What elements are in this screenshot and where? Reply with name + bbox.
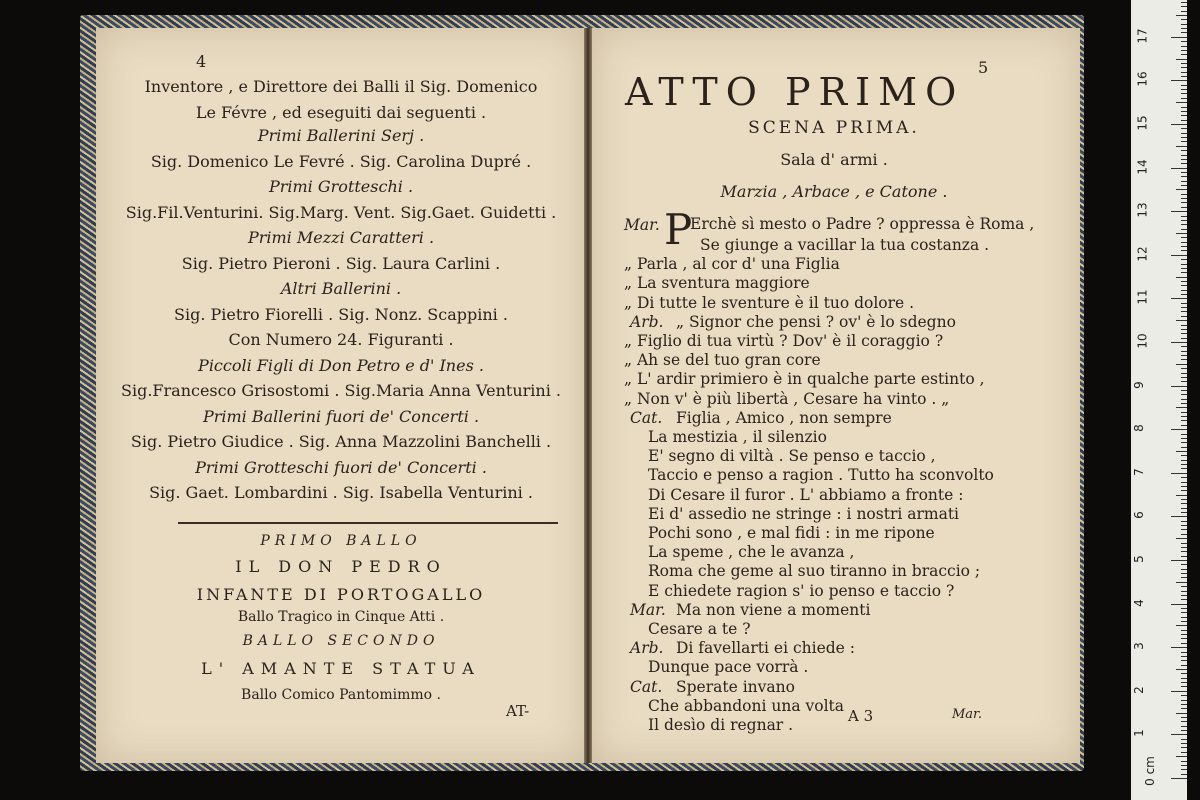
ruler-tick [1181, 259, 1187, 260]
character-list: Marzia , Arbace , e Catone . [720, 182, 948, 201]
verse-line: La speme , che le avanza , [648, 543, 855, 562]
ruler-tick [1181, 133, 1187, 134]
ruler-tick [1176, 625, 1187, 626]
ruler-tick [1176, 146, 1187, 147]
ruler-tick [1181, 477, 1187, 478]
ruler-tick [1181, 11, 1187, 12]
ruler-tick [1181, 220, 1187, 221]
verse-line: Che abbandoni una volta [648, 696, 845, 715]
ruler-tick [1181, 717, 1187, 718]
ruler-tick [1181, 355, 1187, 356]
ruler-tick [1181, 24, 1187, 25]
verse-line: La mestizia , il silenzio [648, 428, 827, 446]
scene-title: SCENA PRIMA. [748, 118, 920, 138]
ruler-label: 5 [1131, 555, 1146, 563]
cast-names: Con Numero 24. Figuranti . [228, 330, 454, 349]
ruler-tick [1171, 647, 1187, 648]
ruler-tick [1181, 394, 1187, 395]
ruler-tick [1181, 425, 1187, 426]
ruler-tick [1181, 6, 1187, 7]
ruler-tick [1181, 643, 1187, 644]
ruler-tick [1176, 538, 1187, 539]
ruler-tick [1181, 373, 1187, 374]
ruler-tick [1181, 72, 1187, 73]
right-page-number: 5 [978, 58, 989, 77]
right-catchword: Mar. [952, 707, 982, 722]
ruler-tick [1176, 495, 1187, 496]
cast-section-heading: Primi Ballerini fuori de' Concerti . [202, 406, 480, 426]
left-intro [96, 74, 586, 125]
ruler-tick [1181, 137, 1187, 138]
ruler-tick [1181, 769, 1187, 770]
ruler-tick [1181, 338, 1187, 339]
ruler-tick [1176, 102, 1187, 103]
ruler-tick [1181, 290, 1187, 291]
ruler-tick [1181, 765, 1187, 766]
ruler-tick [1176, 407, 1187, 408]
ruler-label: 11 [1135, 289, 1150, 306]
ruler-tick [1181, 46, 1187, 47]
ballo1-description: Ballo Tragico in Cinque Atti . [237, 609, 445, 625]
ruler-tick [1181, 185, 1187, 186]
ruler-tick [1181, 652, 1187, 653]
verse-line: E chiedete ragion s' io penso e taccio ? [648, 581, 955, 600]
verse-line: „ Non v' è più libertà , Cesare ha vinto . „ [624, 389, 950, 408]
ruler-tick [1181, 311, 1187, 312]
ruler-tick [1181, 172, 1187, 173]
cast-section-heading: Primi Grotteschi fuori de' Concerti . [195, 457, 487, 477]
cast-section-heading: Piccoli Figli di Don Petro e d' Ines . [198, 355, 484, 375]
cast-names: Sig.Francesco Grisostomi . Sig.Maria Anna Venturini . [121, 381, 561, 400]
ruler-label: 17 [1135, 28, 1150, 44]
ruler-tick [1181, 726, 1187, 727]
ruler-tick [1181, 534, 1187, 535]
ruler-tick [1181, 150, 1187, 151]
ruler-tick [1181, 577, 1187, 578]
verse-line: Pochi sono , e mal fidi : in me ripone [648, 524, 935, 542]
ruler-label: 3 [1131, 642, 1146, 651]
ruler-tick [1171, 342, 1187, 343]
intro-line: Inventore , e Direttore dei Balli il Sig. Domenico [144, 77, 538, 96]
ruler-tick [1181, 460, 1187, 461]
ruler-tick [1181, 464, 1187, 465]
cast-section-heading: Altri Ballerini . [280, 279, 402, 298]
ruler-tick [1181, 98, 1187, 99]
left-page-number: 4 [196, 52, 207, 71]
ruler-tick [1171, 298, 1187, 299]
ruler-tick [1181, 381, 1187, 382]
cast-section-heading: Primi Ballerini Serj . [257, 126, 425, 145]
ruler-tick [1171, 473, 1187, 474]
cast-names: Sig. Gaet. Lombardini . Sig. Isabella Venturini . [149, 483, 533, 502]
ruler-tick [1176, 713, 1187, 714]
ruler-tick [1181, 508, 1187, 509]
ruler-tick [1181, 586, 1187, 587]
ruler-tick [1181, 403, 1187, 404]
ruler-tick [1181, 399, 1187, 400]
speaker-label: Arb. [630, 639, 664, 658]
ruler-tick [1171, 386, 1187, 387]
ruler-tick [1181, 529, 1187, 530]
ruler-tick [1181, 246, 1187, 247]
ruler-tick [1181, 351, 1187, 352]
ruler-tick [1181, 482, 1187, 483]
ruler-tick [1181, 202, 1187, 203]
ruler-tick [1181, 2, 1187, 3]
ruler-tick [1181, 599, 1187, 600]
ruler-tick [1181, 665, 1187, 666]
ruler-tick [1181, 543, 1187, 544]
ruler-tick [1181, 377, 1187, 378]
ruler-tick [1181, 752, 1187, 753]
verse-line: „ Figlio di tua virtù ? Dov' è il coraggio ? [624, 332, 944, 350]
ruler-tick [1181, 438, 1187, 439]
ruler-tick [1181, 420, 1187, 421]
verse-line: „ Parla , al cor d' una Figlia [624, 255, 840, 274]
drop-cap: P [664, 205, 693, 254]
ruler-tick [1181, 721, 1187, 722]
ruler-tick [1181, 207, 1187, 208]
ruler-tick [1181, 19, 1187, 20]
ruler-label: 12 [1135, 246, 1150, 262]
ruler-tick [1181, 621, 1187, 622]
ruler-tick [1181, 41, 1187, 42]
ruler-tick [1181, 743, 1187, 744]
ruler-tick [1181, 250, 1187, 251]
verse-line: „ Signor che pensi ? ov' è lo sdegno [676, 312, 956, 331]
ballo2-title: L' AMANTE STATUA [201, 659, 481, 678]
ruler-label: 1 [1131, 729, 1146, 738]
ruler-tick [1181, 512, 1187, 513]
verse-line: Roma che geme al suo tiranno in braccio ; [648, 562, 981, 581]
ruler-tick [1181, 416, 1187, 417]
ruler-tick [1181, 630, 1187, 631]
ruler-tick [1181, 181, 1187, 182]
ruler-tick [1176, 582, 1187, 583]
ruler-tick [1181, 155, 1187, 156]
ruler-tick [1181, 93, 1187, 94]
verse-line: „ L' ardir primiero è in qualche parte estinto , [624, 370, 985, 389]
ruler-tick [1181, 325, 1187, 326]
ruler-tick [1181, 573, 1187, 574]
ruler-tick [1181, 634, 1187, 635]
verse-line: Ma non viene a momenti [676, 600, 871, 619]
ruler-tick [1181, 468, 1187, 469]
ruler-tick [1181, 455, 1187, 456]
ruler-tick [1181, 747, 1187, 748]
ruler-tick [1171, 691, 1187, 692]
ruler-tick [1181, 521, 1187, 522]
divider-rule [178, 522, 558, 524]
ruler-label: 7 [1131, 467, 1146, 476]
ruler-tick [1171, 124, 1187, 125]
ruler-label: 4 [1131, 598, 1146, 607]
ruler-tick [1181, 32, 1187, 33]
ruler-tick [1181, 115, 1187, 116]
ruler-tick [1181, 359, 1187, 360]
ruler-tick [1181, 556, 1187, 557]
ruler-label: 16 [1135, 71, 1150, 88]
ruler-tick [1181, 525, 1187, 526]
ruler-tick [1181, 120, 1187, 121]
ruler-tick [1181, 76, 1187, 77]
ruler-tick [1176, 233, 1187, 234]
ruler-tick [1181, 739, 1187, 740]
ruler-tick [1181, 608, 1187, 609]
verse-line: „ Ah se del tuo gran core [624, 351, 821, 370]
ruler-tick [1176, 277, 1187, 278]
verse-line: Taccio e penso a ragion . Tutto ha sconvolto [648, 466, 994, 485]
cast-section-heading: Primi Mezzi Caratteri . [247, 228, 435, 247]
verse-line: Se giunge a vacillar la tua costanza . [700, 236, 990, 254]
ballo1-title: IL DON PEDRO [235, 557, 447, 576]
ruler-tick [1181, 499, 1187, 500]
ruler-tick [1181, 329, 1187, 330]
ruler-tick [1181, 264, 1187, 265]
ruler-tick [1176, 364, 1187, 365]
cast-names: Sig. Pietro Pieroni . Sig. Laura Carlini . [181, 253, 501, 273]
ruler-tick [1181, 316, 1187, 317]
speaker-label: Mar. [624, 216, 660, 234]
ruler-tick [1176, 189, 1187, 190]
ruler-tick [1171, 429, 1187, 430]
ruler-tick [1181, 774, 1187, 775]
ruler-tick [1181, 569, 1187, 570]
verse-line: Erchè sì mesto o Padre ? oppressa è Roma , [690, 215, 1035, 233]
ruler-tick [1181, 272, 1187, 273]
ruler-tick [1181, 333, 1187, 334]
ruler-tick [1181, 50, 1187, 51]
signature-mark: A 3 [848, 707, 874, 725]
ballo2-description: Ballo Comico Pantomimmo . [241, 687, 441, 703]
measurement-ruler [1131, 0, 1187, 800]
ballo1-subtitle: INFANTE DI PORTOGALLO [196, 585, 486, 604]
ruler-tick [1181, 194, 1187, 195]
ruler-tick [1181, 547, 1187, 548]
ruler-tick [1181, 412, 1187, 413]
ruler-tick [1181, 682, 1187, 683]
verse-line: Figlia , Amico , non sempre [676, 408, 892, 427]
cast-names: Sig. Pietro Giudice . Sig. Anna Mazzolini Banchelli . [130, 432, 552, 451]
ruler-tick [1181, 686, 1187, 687]
ruler-label: 8 [1131, 424, 1146, 433]
ruler-tick [1181, 281, 1187, 282]
ruler-tick [1181, 242, 1187, 243]
ruler-tick [1171, 168, 1187, 169]
ruler-label: 6 [1131, 511, 1146, 520]
scene-setting: Sala d' armi . [780, 150, 888, 169]
ruler-tick [1181, 198, 1187, 199]
cast-names: Sig. Pietro Fiorelli . Sig. Nonz. Scappini . [174, 304, 508, 324]
cast-names: Sig.Fil.Venturini. Sig.Marg. Vent. Sig.Gaet. Guidetti . [125, 202, 557, 222]
ruler-tick [1181, 67, 1187, 68]
ruler-tick [1181, 673, 1187, 674]
ruler-tick [1181, 704, 1187, 705]
ruler-label: 9 [1131, 380, 1146, 389]
ruler-tick [1176, 451, 1187, 452]
ruler-tick [1176, 669, 1187, 670]
ruler-tick [1181, 434, 1187, 435]
ruler-unit-label: 0 cm [1142, 756, 1157, 786]
ruler-tick [1181, 660, 1187, 661]
ruler-tick [1181, 237, 1187, 238]
ruler-tick [1181, 303, 1187, 304]
ruler-tick [1171, 734, 1187, 735]
ruler-label: 13 [1135, 202, 1150, 218]
ruler-tick [1171, 516, 1187, 517]
ruler-tick [1181, 368, 1187, 369]
ruler-tick [1181, 695, 1187, 696]
ruler-label: 14 [1135, 158, 1150, 175]
left-catchword: AT- [506, 702, 530, 720]
ruler-tick [1181, 447, 1187, 448]
ruler-tick [1181, 442, 1187, 443]
ruler-tick [1181, 28, 1187, 29]
verse-line: „ La sventura maggiore [624, 274, 810, 293]
verse-line: Di favellarti ei chiede : [676, 639, 855, 658]
ruler-tick [1181, 761, 1187, 762]
verse-line: Dunque pace vorrà . [648, 658, 809, 677]
intro-line: Le Févre , ed eseguiti dai seguenti . [195, 102, 487, 122]
ruler-tick [1181, 503, 1187, 504]
ruler-tick [1181, 730, 1187, 731]
ruler-label: 2 [1131, 685, 1146, 694]
ruler-tick [1181, 285, 1187, 286]
verse-line: Il desìo di regnar . [648, 716, 794, 734]
ruler-tick [1171, 37, 1187, 38]
ruler-tick [1181, 612, 1187, 613]
ruler-tick [1171, 778, 1187, 779]
ruler-tick [1181, 89, 1187, 90]
ruler-tick [1171, 560, 1187, 561]
ruler-tick [1176, 15, 1187, 16]
ruler-tick [1176, 756, 1187, 757]
ruler-tick [1181, 595, 1187, 596]
ruler-tick [1181, 346, 1187, 347]
ruler-tick [1176, 59, 1187, 60]
ruler-tick [1181, 708, 1187, 709]
ruler-tick [1171, 604, 1187, 605]
verse-line: Ei d' assedio ne stringe : i nostri armati [648, 504, 960, 523]
verse-line: Cesare a te ? [648, 620, 751, 638]
ruler-tick [1181, 163, 1187, 164]
verse-line: Di Cesare il furor . L' abbiamo a fronte : [648, 485, 964, 504]
ruler-tick [1181, 564, 1187, 565]
ruler-tick [1171, 255, 1187, 256]
speaker-label: Cat. [630, 677, 663, 696]
ruler-tick [1181, 224, 1187, 225]
ruler-tick [1181, 111, 1187, 112]
cast-names: Sig. Domenico Le Fevré . Sig. Carolina Dupré . [150, 151, 532, 171]
ruler-tick [1181, 294, 1187, 295]
ruler-tick [1171, 80, 1187, 81]
ruler-tick [1181, 551, 1187, 552]
ruler-tick [1181, 268, 1187, 269]
speaker-label: Cat. [630, 408, 663, 427]
ruler-tick [1181, 229, 1187, 230]
ruler-tick [1171, 211, 1187, 212]
speaker-label: Mar. [630, 600, 666, 619]
ruler-tick [1181, 107, 1187, 108]
ruler-label: 10 [1135, 333, 1150, 349]
ruler-tick [1181, 490, 1187, 491]
ruler-tick [1181, 678, 1187, 679]
verse-line: „ Di tutte le sventure è il tuo dolore . [624, 293, 915, 312]
ballo-section [96, 532, 586, 706]
ruler-tick [1181, 591, 1187, 592]
ruler-tick [1181, 307, 1187, 308]
ruler-tick [1181, 176, 1187, 177]
ballo1-heading: PRIMO BALLO [260, 533, 422, 549]
ruler-tick [1181, 617, 1187, 618]
ruler-tick [1181, 486, 1187, 487]
ruler-tick [1181, 159, 1187, 160]
ruler-tick [1181, 216, 1187, 217]
cast-list [96, 123, 586, 506]
ruler-tick [1181, 638, 1187, 639]
ruler-tick [1181, 656, 1187, 657]
ruler-tick [1176, 320, 1187, 321]
ruler-tick [1181, 390, 1187, 391]
verse-line: Sperate invano [676, 677, 795, 696]
ruler-tick [1181, 63, 1187, 64]
ruler-label: 15 [1135, 115, 1150, 131]
speaker-label: Arb. [630, 312, 664, 331]
verse-line: E' segno di viltà . Se penso e taccio , [648, 447, 936, 466]
ruler-tick [1181, 141, 1187, 142]
ballo2-heading: BALLO SECONDO [242, 633, 440, 649]
act-title: ATTO PRIMO [625, 70, 965, 114]
ruler-tick [1181, 128, 1187, 129]
cast-section-heading: Primi Grotteschi . [268, 177, 414, 196]
ruler-tick [1181, 85, 1187, 86]
ruler-tick [1181, 700, 1187, 701]
ruler-tick [1181, 54, 1187, 55]
